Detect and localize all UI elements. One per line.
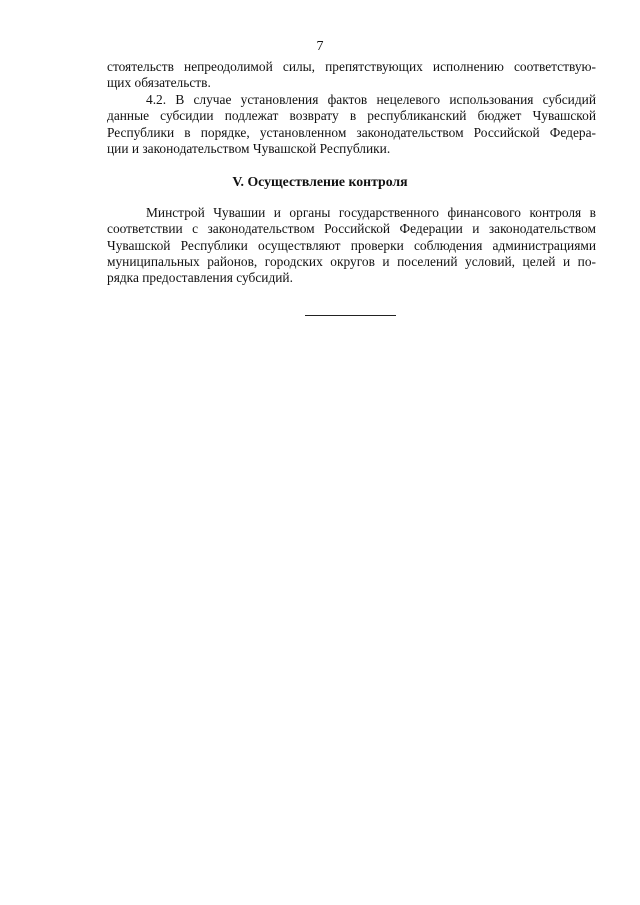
text-line: стоятельств непреодолимой силы, препятствующих исполнению соответствую-: [107, 59, 596, 74]
page-number: 7: [316, 39, 324, 54]
text-line: муниципальных районов, городских округов и поселений условий, целей и по-: [107, 253, 596, 269]
text-line: соответствии с законодательством Российской Федерации и законодательством: [107, 221, 596, 237]
text-line: Республики в порядке, установленном законодательством Российской Федера-: [107, 124, 596, 140]
paragraph-control: [107, 205, 596, 286]
paragraph-force-majeure: [107, 59, 596, 92]
text-line: рядка предоставления субсидий.: [107, 270, 293, 286]
section-title: V. Осуществление контроля: [232, 174, 408, 189]
text-line: Чувашской Республики осуществляют проверки соблюдения администрациями: [107, 237, 596, 253]
text-line: Минстрой Чувашии и органы государственного финансового контроля в: [146, 205, 596, 220]
text-line: ции и законодательством Чувашской Республики.: [107, 140, 391, 156]
end-of-document-rule: [305, 315, 396, 316]
text-line: данные субсидии подлежат возврату в республиканский бюджет Чувашской: [107, 108, 596, 124]
text-line: щих обязательств.: [107, 75, 211, 91]
paragraph-4-2: [107, 92, 596, 157]
text-line: 4.2. В случае установления фактов нецелевого использования субсидий: [146, 92, 596, 107]
